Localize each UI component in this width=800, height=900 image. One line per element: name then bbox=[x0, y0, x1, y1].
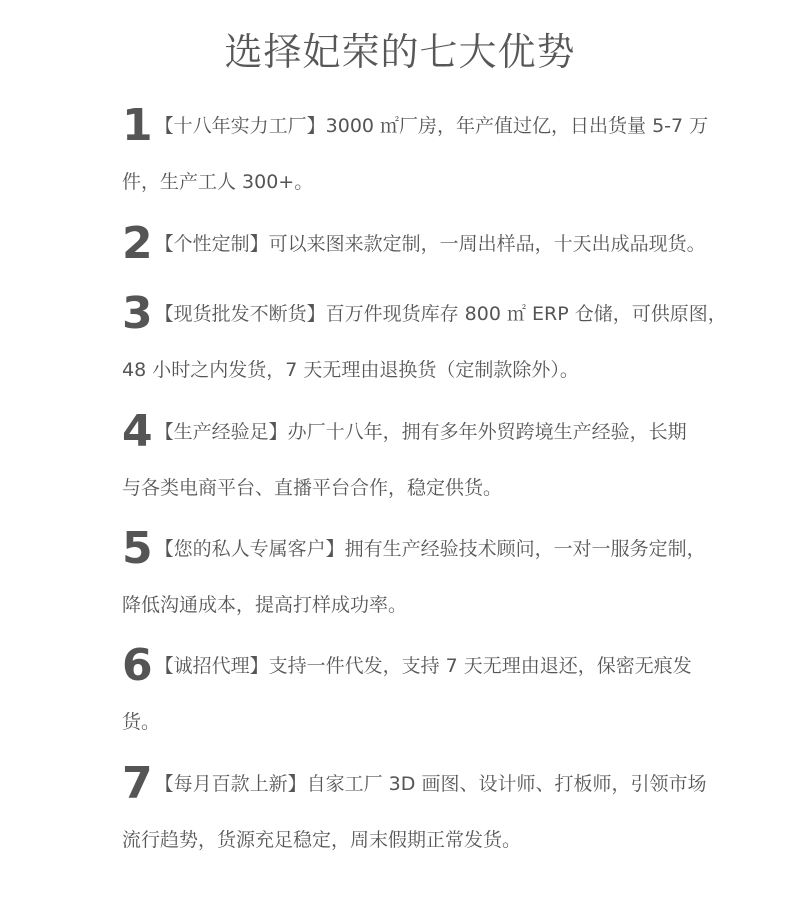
advantage-item-3 bbox=[122, 288, 727, 390]
advantage-line-2: 48 小时之内发货，7 天无理由退换货（定制款除外）。 bbox=[122, 359, 579, 381]
advantage-tag: 【您的私人专属客户】 bbox=[154, 538, 345, 560]
advantage-text: 可以来图来款定制，一周出样品，十天出成品现货。 bbox=[268, 233, 706, 255]
advantage-item-7 bbox=[122, 758, 707, 860]
advantage-number: 1 bbox=[122, 100, 153, 151]
advantage-item-4 bbox=[122, 406, 692, 508]
advantage-number: 4 bbox=[122, 406, 153, 457]
advantage-line-2: 货。 bbox=[122, 711, 161, 733]
advantage-text: 办厂十八年，拥有多年外贸跨境生产经验，长期 bbox=[287, 421, 687, 443]
advantage-number: 5 bbox=[122, 523, 153, 574]
advantage-tag: 【十八年实力工厂】 bbox=[154, 115, 326, 137]
advantage-line-1 bbox=[122, 288, 727, 339]
advantage-tag: 【现货批发不断货】 bbox=[154, 303, 326, 325]
advantage-line-2: 件，生产工人 300+。 bbox=[122, 171, 314, 193]
advantage-item-1 bbox=[122, 100, 709, 202]
advantage-number: 6 bbox=[122, 640, 153, 691]
advantage-text: 百万件现货库存 800 ㎡ ERP 仓储，可供原图， bbox=[325, 303, 727, 325]
advantage-line-1 bbox=[122, 406, 692, 457]
advantage-line-2: 流行趋势，货源充足稳定，周末假期正常发货。 bbox=[122, 829, 522, 851]
advantage-number: 3 bbox=[122, 288, 153, 339]
advantage-item-6 bbox=[122, 640, 692, 742]
advantage-item-5 bbox=[122, 523, 706, 625]
advantage-tag: 【诚招代理】 bbox=[154, 655, 269, 677]
advantage-line-1 bbox=[122, 523, 706, 574]
page-title: 选择妃荣的七大优势 bbox=[224, 30, 576, 74]
advantage-text: 自家工厂 3D 画图、设计师、打板师，引领市场 bbox=[306, 773, 707, 795]
advantage-line-2: 降低沟通成本，提高打样成功率。 bbox=[122, 594, 408, 616]
advantage-tag: 【每月百款上新】 bbox=[154, 773, 307, 795]
advantage-line-1 bbox=[122, 100, 709, 151]
advantage-tag: 【生产经验足】 bbox=[154, 421, 288, 443]
advantage-line-1 bbox=[122, 758, 707, 809]
advantage-line-1 bbox=[122, 218, 706, 269]
advantage-text: 3000 ㎡厂房，年产值过亿，日出货量 5-7 万 bbox=[325, 115, 709, 137]
advantage-item-2 bbox=[122, 218, 706, 269]
advantage-text: 拥有生产经验技术顾问，一对一服务定制， bbox=[344, 538, 706, 560]
advantage-tag: 【个性定制】 bbox=[154, 233, 269, 255]
advantage-line-2: 与各类电商平台、直播平台合作，稳定供货。 bbox=[122, 477, 503, 499]
advantage-text: 支持一件代发，支持 7 天无理由退还，保密无痕发 bbox=[268, 655, 692, 677]
advantage-number: 7 bbox=[122, 758, 153, 809]
advantage-line-1 bbox=[122, 640, 692, 691]
advantage-number: 2 bbox=[122, 218, 153, 269]
